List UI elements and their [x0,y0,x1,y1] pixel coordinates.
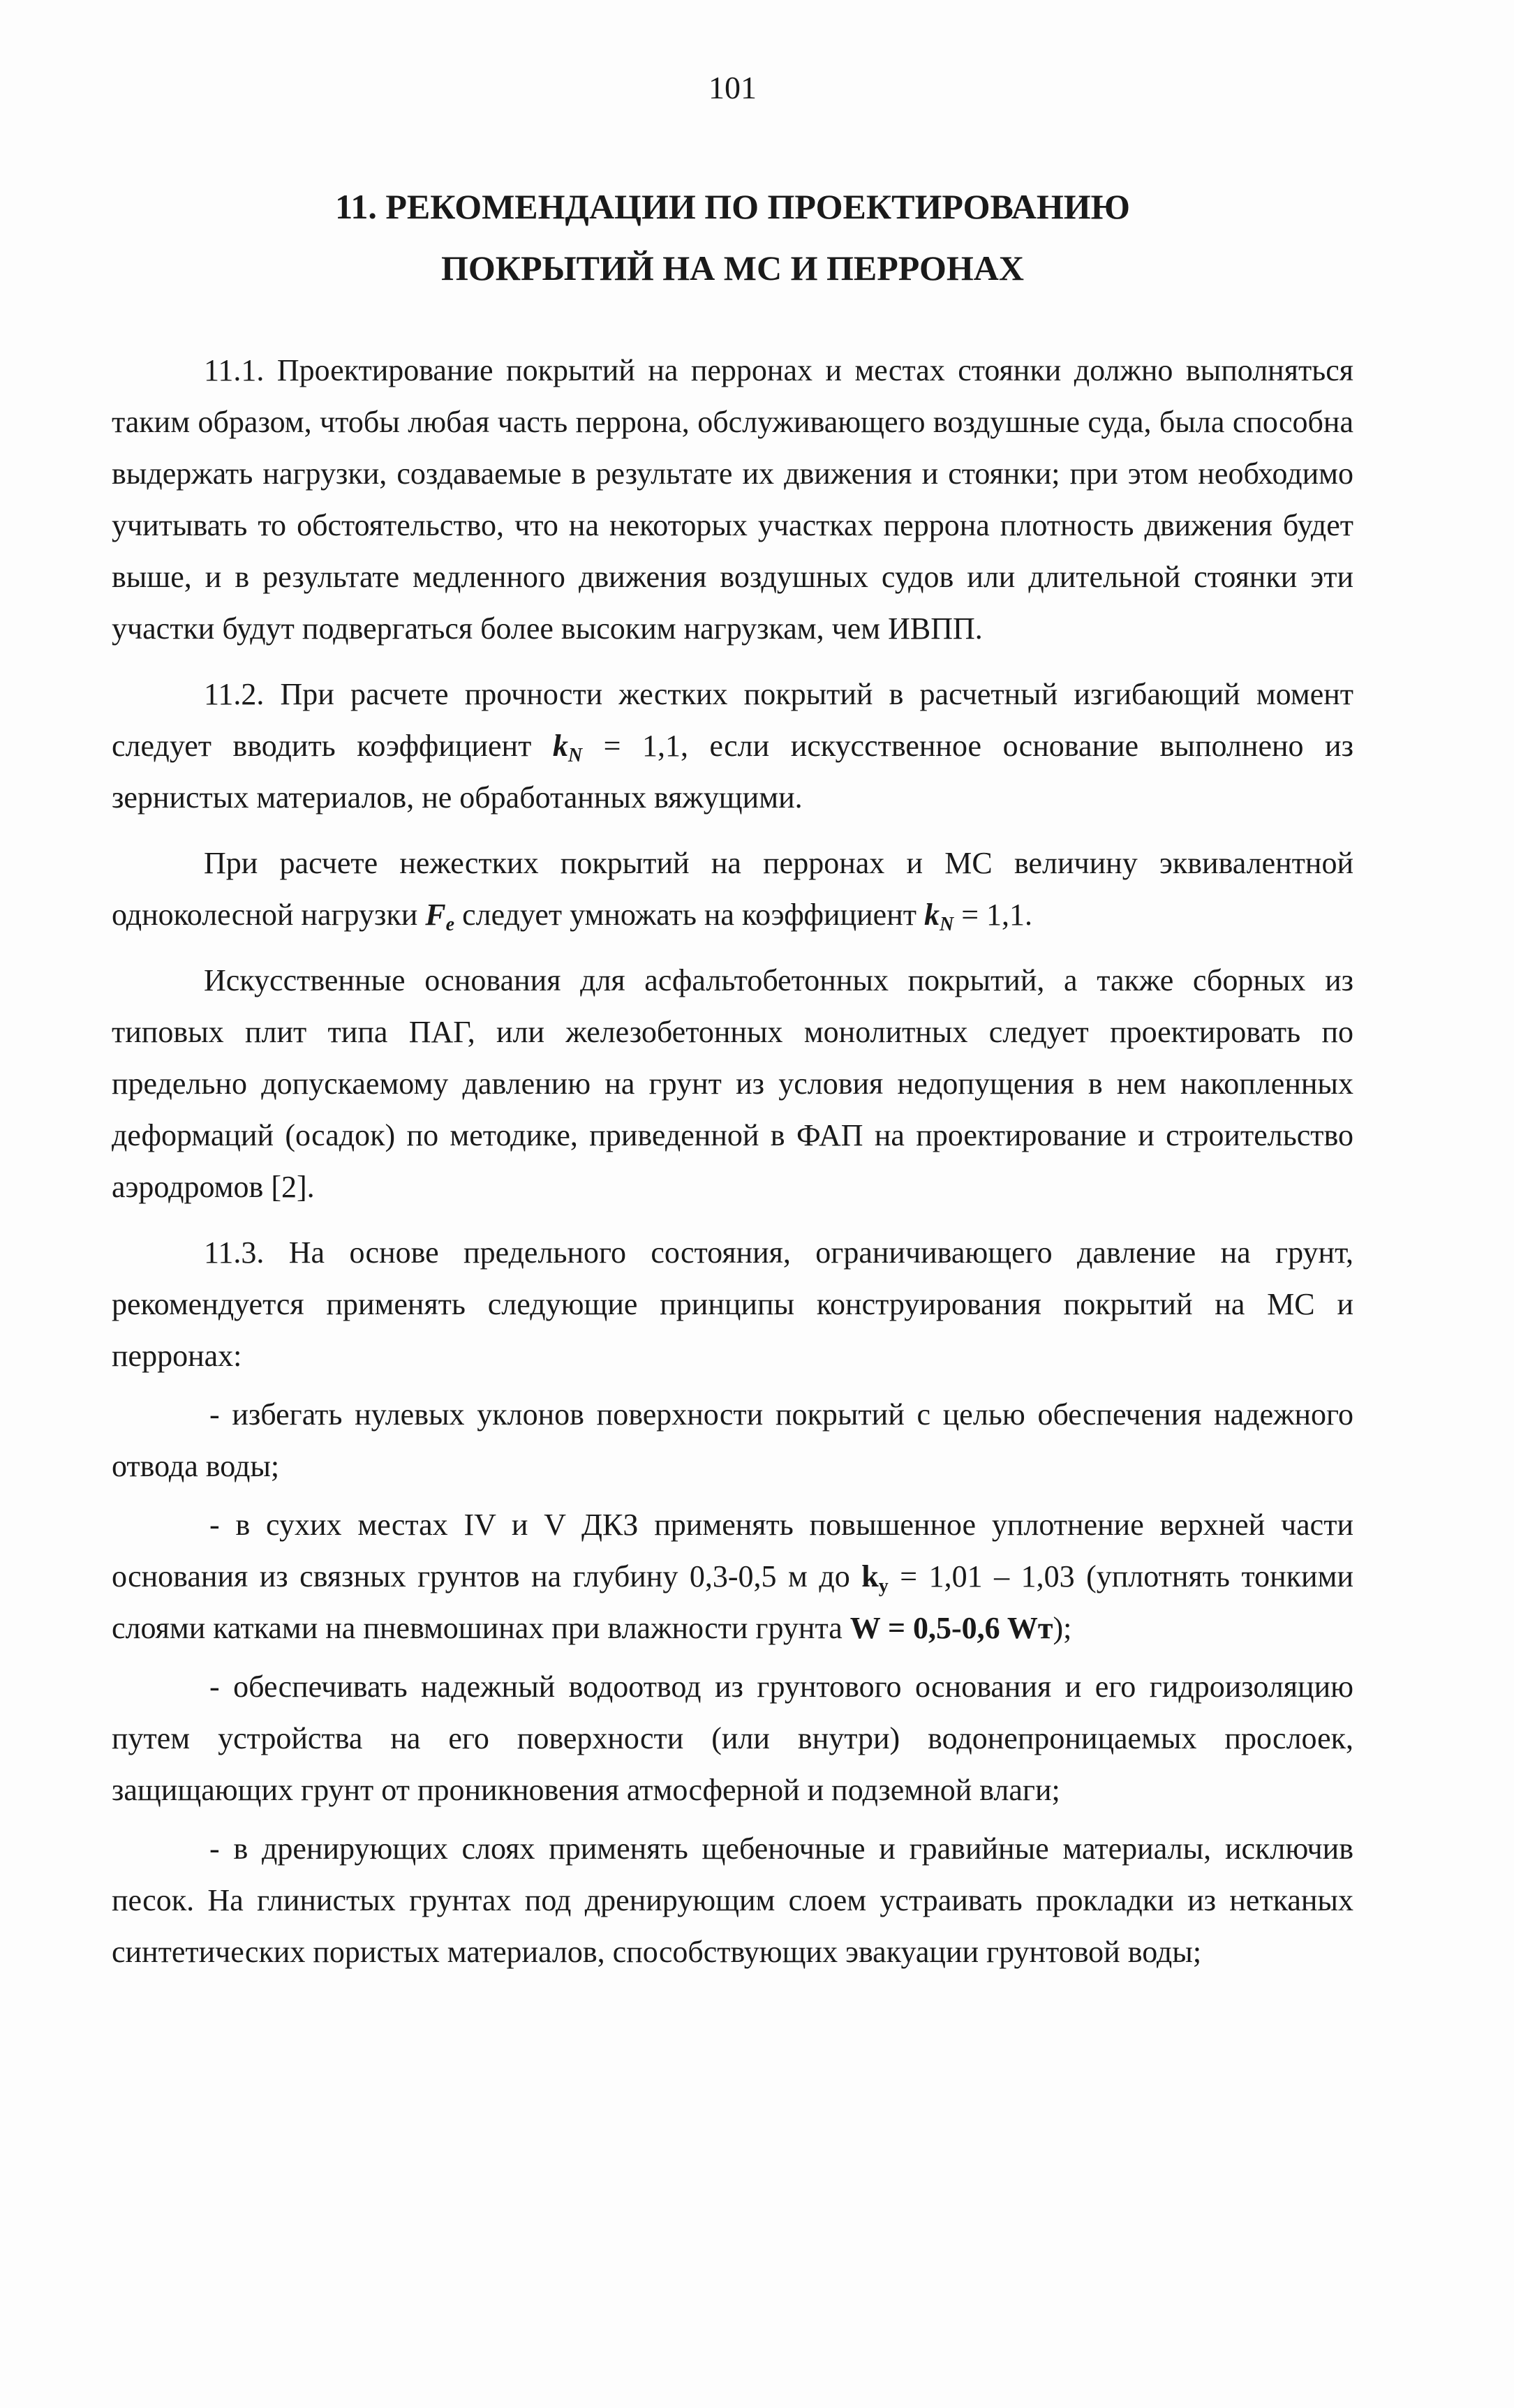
symbol-f-subscript: e [445,914,455,935]
bullet-drainage: - обеспечивать надежный водоотвод из грунтового основания и его гидроизоляцию путем устройства на его поверхности (или внутри) водонепроницаемых прослоек, защищающих грунт от проникновения атмосферной и подземной влаги; [112,1670,1353,1807]
symbol-k-3: k [861,1559,879,1593]
symbol-k-n-2 [923,898,954,935]
page-number: 101 [708,70,757,105]
paragraph-11-2-text-a: 11.2. При расчете прочности жестких покрытий в расчетный изгибающий момент следует вводить коэффициент [112,677,1353,763]
symbol-k-n [552,729,583,766]
symbol-k-subscript: N [567,745,583,766]
paragraph-nonrigid [112,838,1353,941]
symbol-k-subscript-2: N [939,914,954,935]
section-heading [112,176,1353,299]
paragraph-nonrigid-text-c: = 1,1. [953,898,1033,932]
paragraph-11-1: 11.1. Проектирование покрытий на перронах и местах стоянки должно выполняться таким образом, чтобы любая часть перрона, обслуживающего воздушные суда, была способна выдержать нагрузки, создаваемые в результате их движения и стоянки; при этом необходимо учитывать то обстоятельство, что на некоторых участках перрона плотность движения будет выше, и в результате медленного движения воздушных судов или длительной стоянки эти участки будут подвергаться более высоким нагрузкам, чем ИВПП. [112,353,1353,646]
symbol-k-y [861,1559,889,1597]
paragraph-nonrigid-text-b: следует умножать на коэффициент [454,898,924,932]
symbol-f: F [425,898,446,932]
symbol-k-2: k [923,898,940,932]
paragraph-artificial-bases: Искусственные основания для асфальтобетонных покрытий, а также сборных из типовых плит типа ПАГ, или железобетонных монолитных следует проектировать по предельно допускаемому давлению на грунт из условия недопущения в нем накопленных деформаций (осадок) по методике, приведенной в ФАП на проектирование и строительство аэродромов [2]. [112,963,1353,1204]
bullet-slopes: - избегать нулевых уклонов поверхности покрытий с целью обеспечения надежного отвода воды; [112,1397,1353,1483]
paragraph-11-2-text-b: = 1,1, если искусственное основание выполнено из зернистых материалов, не обработанных вяжущими. [112,729,1353,815]
paragraph-11-2 [112,669,1353,824]
moisture-formula: W = 0,5-0,6 Wт [849,1611,1053,1645]
bullet-compaction [112,1499,1353,1654]
bullet-compaction-text-b: = 1,01 – 1,03 (уплотнять тонкими слоями катками на пневмошинах при влажности грунта [112,1559,1353,1645]
bullet-compaction-text-c: ); [1053,1611,1072,1645]
bullet-drain-layers: - в дренирующих слоях применять щебеночные и гравийные материалы, исключив песок. На глинистых грунтах под дренирующим слоем устраивать прокладки из нетканых синтетических пористых материалов, способствующих эвакуации грунтовой воды; [112,1831,1353,1969]
symbol-k: k [552,729,568,763]
paragraph-nonrigid-text-a: При расчете нежестких покрытий на перронах и МС величину эквивалентной одноколесной нагрузки [112,846,1353,932]
heading-line-2: ПОКРЫТИЙ НА МС И ПЕРРОНАХ [440,248,1025,288]
heading-line-1: 11. РЕКОМЕНДАЦИИ ПО ПРОЕКТИРОВАНИЮ [335,187,1130,226]
bullet-compaction-text-a: - в сухих местах IV и V ДКЗ применять повышенное уплотнение верхней части основания из связных грунтов на глубину 0,3-0,5 м до [112,1508,1353,1593]
symbol-f-e [425,898,455,935]
symbol-k-subscript-3: y [878,1575,889,1597]
paragraph-11-3: 11.3. На основе предельного состояния, ограничивающего давление на грунт, рекомендуется применять следующие принципы конструирования покрытий на МС и перронах: [112,1235,1353,1373]
